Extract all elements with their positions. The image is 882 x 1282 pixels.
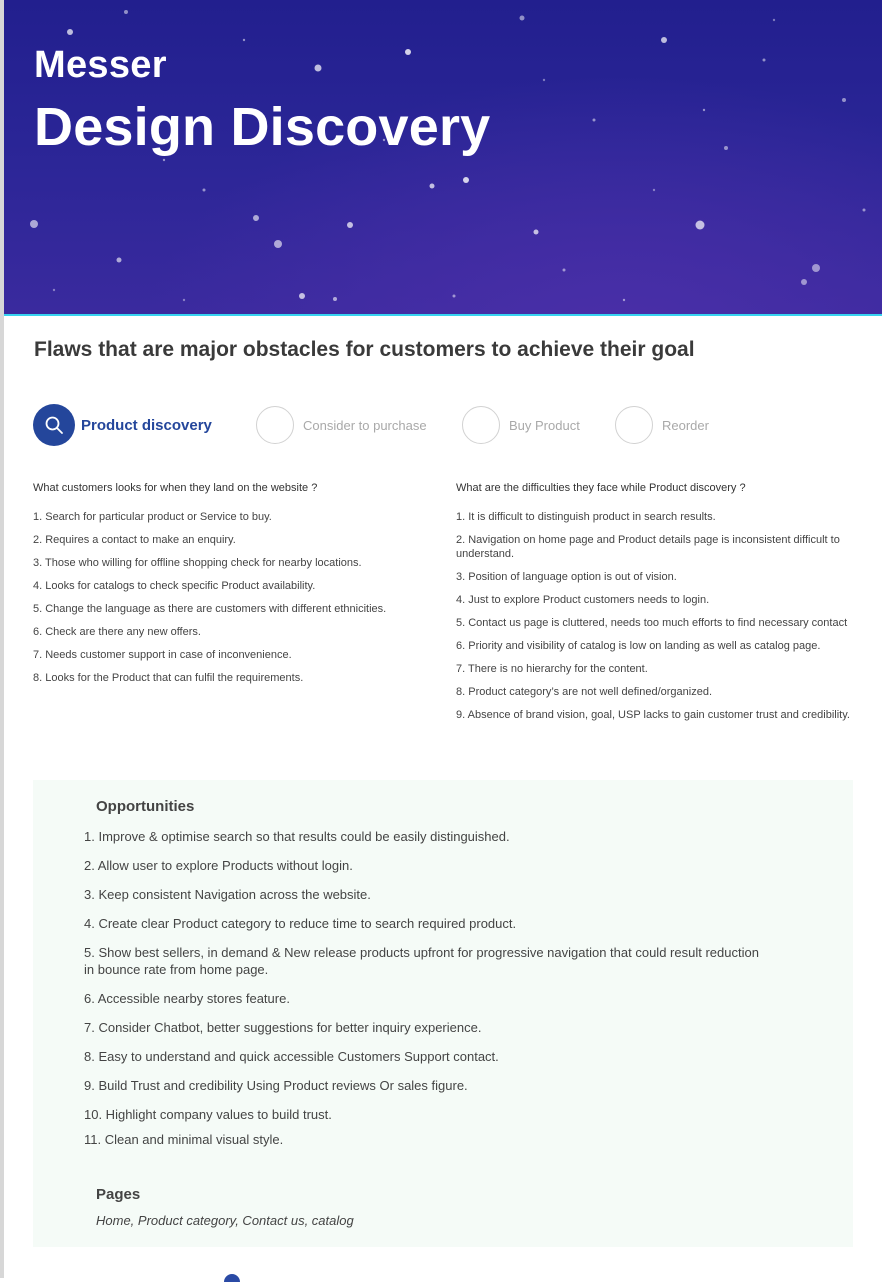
- list-item: 4. Create clear Product category to reduce time to search required product.: [84, 916, 517, 931]
- step-label: Consider to purchase: [303, 417, 427, 433]
- step-circle-icon: [615, 406, 653, 444]
- list-item: 6. Check are there any new offers.: [33, 626, 201, 638]
- list-item: 9. Build Trust and credibility Using Product reviews Or sales figure.: [84, 1078, 468, 1093]
- list-item: 2. Navigation on home page and Product details page is inconsistent difficult to understand.: [456, 534, 840, 560]
- opportunities-title: Opportunities: [96, 798, 195, 815]
- page-title: Design Discovery: [34, 97, 491, 157]
- list-item: 6. Accessible nearby stores feature.: [84, 991, 290, 1006]
- step-product-discovery[interactable]: [33, 404, 212, 446]
- list-item: 6. Priority and visibility of catalog is low on landing as well as catalog page.: [456, 640, 821, 652]
- bottom-partial-icon: [224, 1274, 240, 1282]
- list-item: 4. Looks for catalogs to check specific Product availability.: [33, 580, 316, 592]
- list-item: 8. Easy to understand and quick accessible Customers Support contact.: [84, 1049, 499, 1064]
- brand-name: Messer: [34, 44, 167, 86]
- pages-title: Pages: [96, 1186, 141, 1203]
- list-item: 7. Consider Chatbot, better suggestions for better inquiry experience.: [84, 1020, 482, 1035]
- list-item: 3. Keep consistent Navigation across the website.: [84, 887, 371, 902]
- opportunities-list: [84, 828, 764, 1160]
- customer-needs-list: [33, 510, 433, 685]
- list-item: 1. Improve & optimise search so that results could be easily distinguished.: [84, 829, 510, 844]
- list-item: 8. Product category’s are not well defined/organized.: [456, 686, 713, 698]
- step-circle-icon: [256, 406, 294, 444]
- list-item: 1. Search for particular product or Service to buy.: [33, 511, 272, 523]
- list-item: 2. Requires a contact to make an enquiry.: [33, 534, 236, 546]
- list-item: 5. Contact us page is cluttered, needs too much efforts to find necessary contact: [456, 617, 848, 629]
- hero-divider: [4, 314, 882, 316]
- step-label: Reorder: [662, 417, 709, 433]
- step-reorder[interactable]: [615, 404, 709, 446]
- opportunities-panel: [33, 780, 853, 1247]
- list-item: 4. Just to explore Product customers needs to login.: [456, 594, 710, 606]
- section-heading: Flaws that are major obstacles for customers to achieve their goal: [34, 338, 695, 361]
- customer-needs-column: [33, 480, 433, 694]
- list-item: 2. Allow user to explore Products without login.: [84, 858, 353, 873]
- difficulties-list: [456, 510, 861, 722]
- hero-banner: [4, 0, 882, 314]
- list-item: 1. It is difficult to distinguish product in search results.: [456, 511, 716, 523]
- column-title: What customers looks for when they land on the website ?: [33, 482, 318, 494]
- search-icon: [33, 404, 75, 446]
- column-title: What are the difficulties they face while Product discovery ?: [456, 482, 746, 494]
- list-item: 7. There is no hierarchy for the content.: [456, 663, 648, 675]
- difficulties-column: [456, 480, 861, 731]
- step-consider-to-purchase[interactable]: [256, 404, 427, 446]
- pages-list: Home, Product category, Contact us, catalog: [96, 1213, 354, 1228]
- step-buy-product[interactable]: [462, 404, 580, 446]
- list-item: 3. Those who willing for offline shopping check for nearby locations.: [33, 557, 362, 569]
- list-item: 5. Show best sellers, in demand & New release products upfront for progressive navigation that could result reduction in bounce rate from home page.: [84, 945, 759, 977]
- step-label: Buy Product: [509, 417, 580, 433]
- list-item: 5. Change the language as there are customers with different ethnicities.: [33, 603, 387, 615]
- list-item: 7. Needs customer support in case of inconvenience.: [33, 649, 292, 661]
- list-item: 8. Looks for the Product that can fulfil the requirements.: [33, 672, 304, 684]
- list-item: 11. Clean and minimal visual style.: [84, 1132, 284, 1147]
- list-item: 3. Position of language option is out of vision.: [456, 571, 677, 583]
- step-circle-icon: [462, 406, 500, 444]
- list-item: 9. Absence of brand vision, goal, USP lacks to gain customer trust and credibility.: [456, 709, 850, 721]
- list-item: 10. Highlight company values to build trust.: [84, 1107, 332, 1122]
- step-label: Product discovery: [81, 416, 212, 434]
